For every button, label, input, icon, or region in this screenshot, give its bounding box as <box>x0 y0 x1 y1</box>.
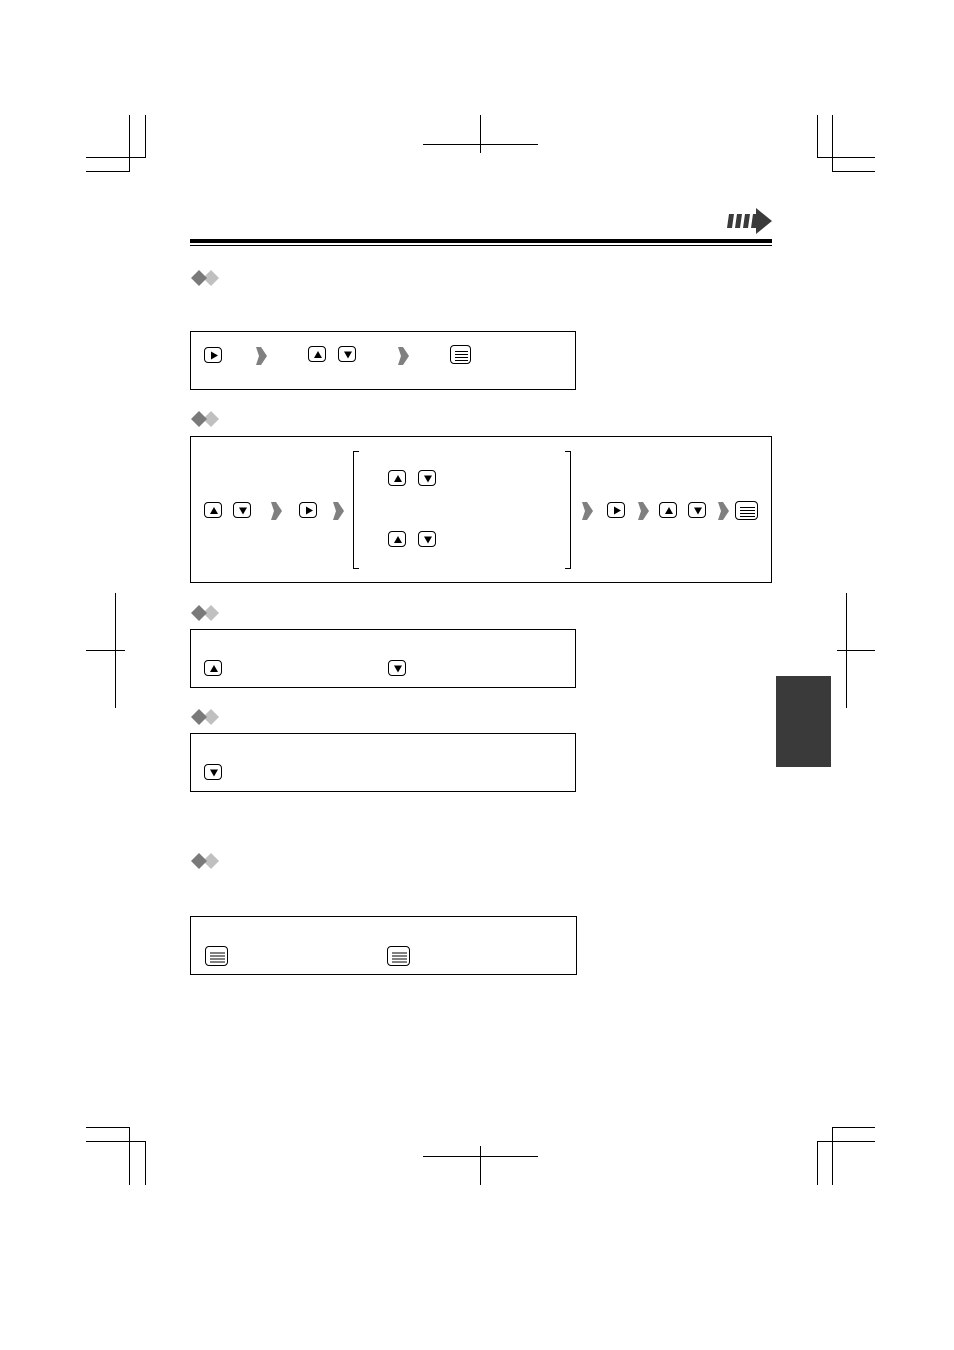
step-arrow-icon <box>333 502 344 520</box>
header-rule-thick <box>190 239 772 243</box>
procedure-box-4 <box>190 733 576 792</box>
step-arrow-icon <box>638 502 649 520</box>
menu-key-icon <box>450 345 471 364</box>
play-key-icon <box>204 347 222 363</box>
diamond-pair-icon <box>190 709 220 725</box>
down-key-icon <box>418 470 436 486</box>
step-arrow-icon <box>398 347 409 365</box>
down-key-icon <box>338 346 356 362</box>
procedure-box-3 <box>190 629 576 688</box>
continue-arrow-icon <box>727 208 773 234</box>
play-key-icon <box>607 502 625 518</box>
up-key-icon <box>204 502 222 518</box>
down-key-icon <box>204 764 222 780</box>
options-bracket-left <box>353 451 359 569</box>
down-key-icon <box>688 502 706 518</box>
procedure-box-1 <box>190 331 576 390</box>
menu-key-icon <box>205 946 228 966</box>
step-arrow-icon <box>271 502 282 520</box>
play-key-icon <box>299 502 317 518</box>
down-key-icon <box>233 502 251 518</box>
up-key-icon <box>388 470 406 486</box>
diamond-pair-icon <box>190 411 220 427</box>
diamond-pair-icon <box>190 605 220 621</box>
down-key-icon <box>388 660 406 676</box>
diamond-pair-icon <box>190 270 220 286</box>
step-arrow-icon <box>256 347 267 365</box>
up-key-icon <box>308 346 326 362</box>
step-arrow-icon <box>718 502 729 520</box>
menu-key-icon <box>735 501 758 520</box>
section-edge-tab <box>776 676 831 767</box>
up-key-icon <box>204 660 222 676</box>
procedure-box-5 <box>190 916 577 975</box>
diamond-pair-icon <box>190 853 220 869</box>
down-key-icon <box>418 531 436 547</box>
options-bracket-right <box>565 451 571 569</box>
up-key-icon <box>388 531 406 547</box>
header-rule-thin <box>190 245 772 246</box>
menu-key-icon <box>387 946 410 966</box>
up-key-icon <box>659 502 677 518</box>
step-arrow-icon <box>582 502 593 520</box>
